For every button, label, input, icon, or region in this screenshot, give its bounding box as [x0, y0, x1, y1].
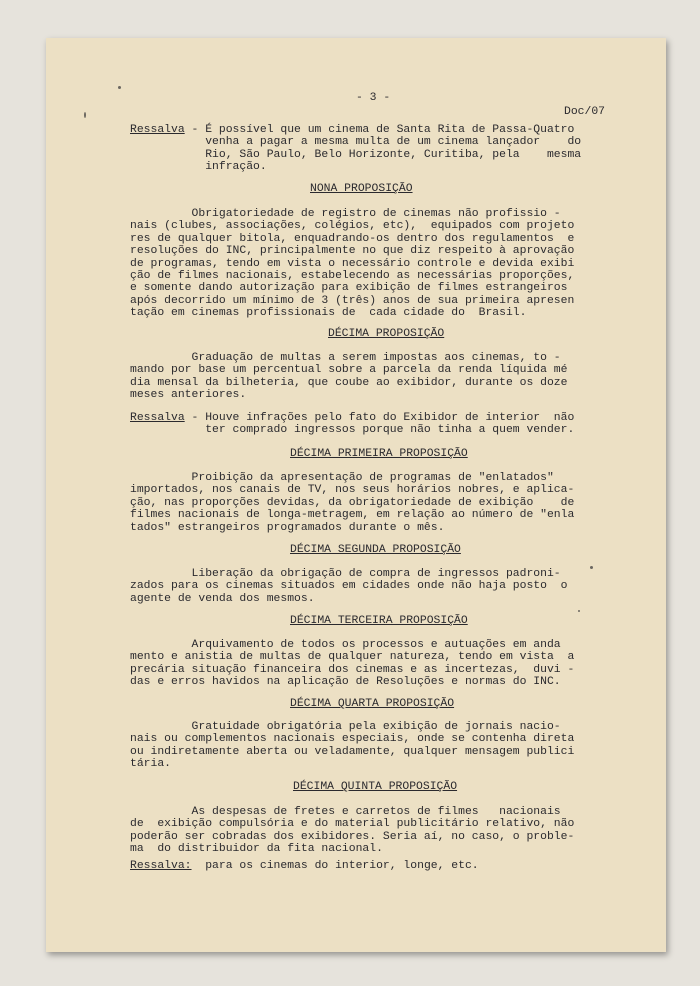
section-heading: DÉCIMA QUINTA PROPOSIÇÃO	[293, 781, 458, 793]
section-heading: DÉCIMA QUARTA PROPOSIÇÃO	[290, 698, 455, 710]
section-paragraph: Arquivamento de todos os processos e autuações em anda mento e anistia de multas de qualquer natureza, tendo em vista a precária situação financeira dos cinemas e as incertezas, duvi - das e erros havidos na aplicação de Resoluções e normas do INC.	[130, 639, 575, 689]
section-heading: DÉCIMA SEGUNDA PROPOSIÇÃO	[290, 544, 461, 556]
document-reference: Doc/07	[564, 106, 606, 118]
section-heading: DÉCIMA TERCEIRA PROPOSIÇÃO	[290, 615, 468, 627]
section-paragraph: Proibição da apresentação de programas de "enlatados" importados, nos canais de TV, nos seus horários nobres, e aplica- ção, nas proporções devidas, da obrigatoriedade de exibição de filmes nacionais de longa-metragem, em relação ao número de "enla tados" estrangeiros programados durante o mês.	[130, 472, 575, 534]
ressalva-text: para os cinemas do interior, longe, etc.	[191, 860, 479, 872]
ressalva-block	[130, 124, 581, 174]
section-paragraph: As despesas de fretes e carretos de filmes nacionais de exibição compulsória e do material publicitário relativo, não poderão ser cobradas dos exibidores. Seria aí, no caso, o proble- ma do distribuidor da fita nacional.	[130, 806, 575, 856]
paper-speck	[590, 566, 593, 569]
ressalva-label: Ressalva	[130, 124, 185, 136]
section-paragraph: Gratuidade obrigatória pela exibição de jornais nacio- nais ou complementos nacionais especiais, onde se contenha direta ou indiretamente aberta ou veladamente, qualquer mensagem publici tária.	[130, 721, 575, 771]
section-heading: NONA PROPOSIÇÃO	[310, 183, 413, 195]
section-paragraph: Graduação de multas a serem impostas aos cinemas, to - mando por base um percentual sobre a parcela da renda líquida mé dia mensal da bilheteria, que coube ao exibidor, durante os doze meses anteriores.	[130, 352, 568, 402]
section-heading: DÉCIMA PROPOSIÇÃO	[328, 328, 445, 340]
paper-speck	[84, 112, 86, 118]
ressalva-block	[130, 860, 479, 872]
page-number: - 3 -	[356, 92, 391, 104]
ressalva-text: - Houve infrações pelo fato do Exibidor de interior não ter comprado ingressos porque não tinha a quem vender.	[191, 412, 575, 437]
paper-speck	[578, 610, 580, 612]
ressalva-label: Ressalva	[130, 412, 185, 424]
section-paragraph: Liberação da obrigação de compra de ingressos padroni- zados para os cinemas situados em cidades onde não haja posto o agente de venda dos mesmos.	[130, 568, 568, 605]
section-paragraph: Obrigatoriedade de registro de cinemas não profissio - nais (clubes, associações, colégios, etc), equipados com projeto res de qualquer bitola, enquadrando-os dentro dos regulamentos e resoluções do INC, principalmente no que diz respeito à aprovação de programas, tendo em vista o necessário controle e devida exibi ção de filmes nacionais, estabelecendo as necessárias proporções, e somente dando autorização para exibição de filmes estrangeiros após decorrido um mínimo de 3 (três) anos de sua primeira apresen tação em cinemas profissionais de cada cidade do Brasil.	[130, 208, 575, 320]
ressalva-text: - É possível que um cinema de Santa Rita de Passa-Quatro venha a pagar a mesma multa de um cinema lançador do Rio, São Paulo, Belo Horizonte, Curitiba, pela mesma infração.	[191, 124, 582, 174]
ressalva-label: Ressalva:	[130, 860, 192, 872]
section-heading: DÉCIMA PRIMEIRA PROPOSIÇÃO	[290, 448, 468, 460]
paper-speck	[118, 86, 121, 89]
ressalva-block	[130, 412, 574, 437]
